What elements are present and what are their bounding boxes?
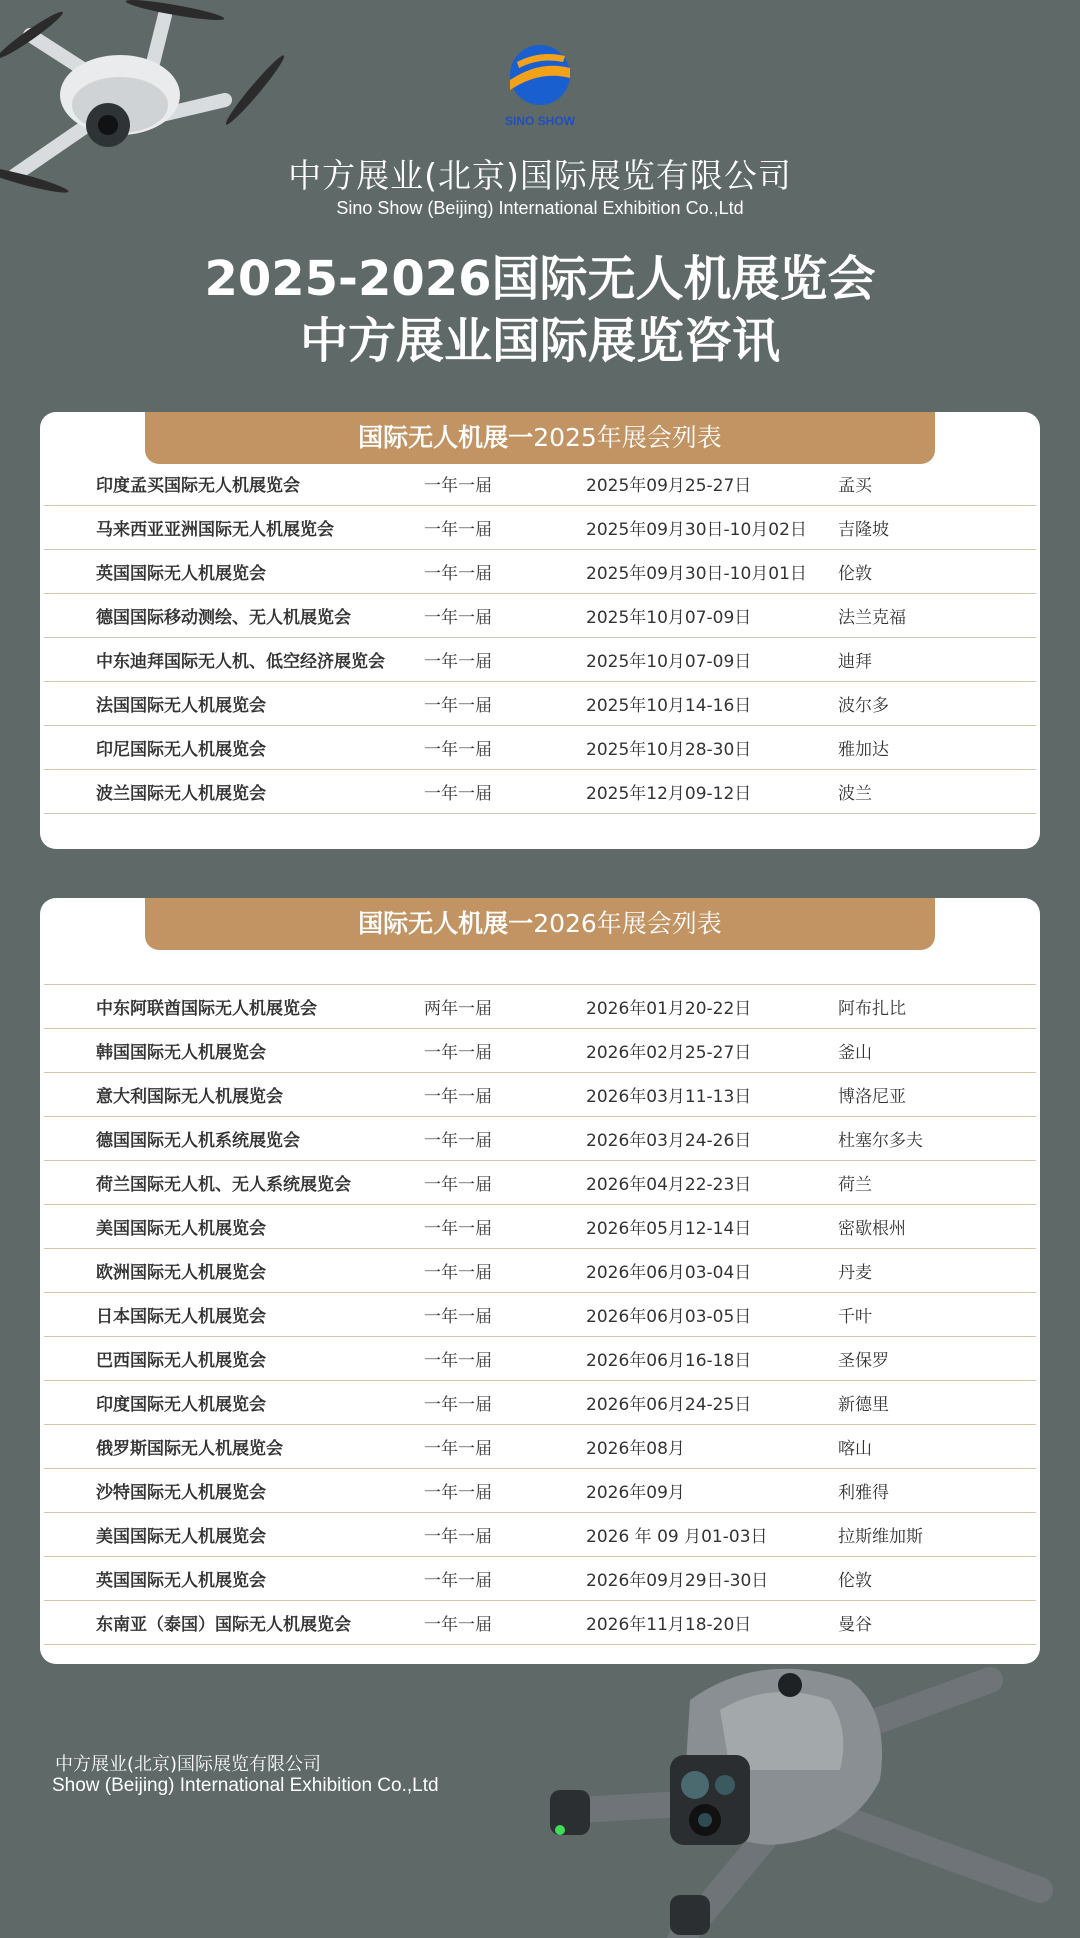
table-row xyxy=(44,1381,1036,1425)
exhibition-name: 韩国国际无人机展览会 xyxy=(96,1043,266,1063)
exhibition-frequency: 一年一届 xyxy=(424,1571,492,1591)
exhibition-name: 印尼国际无人机展览会 xyxy=(96,740,266,760)
exhibition-date: 2026年04月22-23日 xyxy=(586,1175,752,1195)
table-row xyxy=(44,770,1036,814)
exhibition-date: 2026年06月24-25日 xyxy=(586,1395,752,1415)
exhibition-name: 波兰国际无人机展览会 xyxy=(96,784,266,804)
section-header-bold: 国际无人机展一 xyxy=(358,423,534,452)
exhibition-date: 2026年11月18-20日 xyxy=(586,1615,752,1635)
exhibition-name: 意大利国际无人机展览会 xyxy=(96,1087,283,1107)
exhibition-name: 印度国际无人机展览会 xyxy=(96,1395,266,1415)
exhibition-frequency: 一年一届 xyxy=(424,784,492,804)
exhibition-date: 2026年05月12-14日 xyxy=(586,1219,752,1239)
exhibition-city: 孟买 xyxy=(838,476,872,496)
drone-bottom-image xyxy=(520,1640,1080,1938)
exhibition-city: 波尔多 xyxy=(838,696,889,716)
exhibition-name: 俄罗斯国际无人机展览会 xyxy=(96,1439,283,1459)
exhibition-frequency: 一年一届 xyxy=(424,520,492,540)
page-title-line2: 中方展业国际展览咨讯 xyxy=(299,313,780,369)
exhibition-name: 美国国际无人机展览会 xyxy=(96,1219,266,1239)
exhibition-name: 东南亚（泰国）国际无人机展览会 xyxy=(96,1615,351,1635)
exhibition-name: 中东阿联酋国际无人机展览会 xyxy=(96,999,317,1019)
exhibition-date: 2026年06月03-04日 xyxy=(586,1263,752,1283)
logo-text: SINO SHOW xyxy=(505,114,576,128)
globe-logo-icon xyxy=(507,42,573,108)
exhibition-name: 马来西亚亚洲国际无人机展览会 xyxy=(96,520,334,540)
exhibition-frequency: 一年一届 xyxy=(424,1043,492,1063)
exhibition-name: 德国国际移动测绘、无人机展览会 xyxy=(96,608,351,628)
exhibition-date: 2026 年 09 月01-03日 xyxy=(586,1527,768,1547)
exhibition-city: 伦敦 xyxy=(838,564,872,584)
exhibition-frequency: 一年一届 xyxy=(424,1219,492,1239)
exhibition-city: 荷兰 xyxy=(838,1175,872,1195)
exhibition-name: 美国国际无人机展览会 xyxy=(96,1527,266,1547)
rows-2025 xyxy=(44,462,1036,814)
sino-show-logo xyxy=(505,42,575,128)
exhibition-date: 2025年09月30日-10月01日 xyxy=(586,564,807,584)
exhibition-city: 丹麦 xyxy=(838,1263,872,1283)
table-row xyxy=(44,1029,1036,1073)
exhibition-name: 荷兰国际无人机、无人系统展览会 xyxy=(96,1175,351,1195)
exhibition-frequency: 一年一届 xyxy=(424,1615,492,1635)
exhibition-name: 英国国际无人机展览会 xyxy=(96,564,266,584)
exhibition-city: 利雅得 xyxy=(838,1483,889,1503)
exhibition-frequency: 一年一届 xyxy=(424,608,492,628)
exhibition-frequency: 一年一届 xyxy=(424,476,492,496)
exhibition-date: 2026年09月29日-30日 xyxy=(586,1571,769,1591)
exhibition-date: 2025年10月07-09日 xyxy=(586,652,752,672)
company-name-en: Sino Show (Beijing) International Exhibition Co.,Ltd xyxy=(336,198,744,218)
exhibition-city: 杜塞尔多夫 xyxy=(838,1131,923,1151)
section-header-2025 xyxy=(145,412,935,464)
company-name-cn: 中方展业(北京)国际展览有限公司 xyxy=(288,156,792,195)
table-row xyxy=(44,1337,1036,1381)
table-row xyxy=(44,594,1036,638)
exhibition-date: 2026年06月03-05日 xyxy=(586,1307,752,1327)
exhibition-name: 德国国际无人机系统展览会 xyxy=(96,1131,300,1151)
table-row xyxy=(44,985,1036,1029)
exhibition-city: 伦敦 xyxy=(838,1571,872,1591)
table-row xyxy=(44,638,1036,682)
exhibition-date: 2025年09月30日-10月02日 xyxy=(586,520,807,540)
exhibition-frequency: 一年一届 xyxy=(424,1351,492,1371)
exhibition-city: 法兰克福 xyxy=(838,608,906,628)
table-row xyxy=(44,506,1036,550)
exhibition-frequency: 一年一届 xyxy=(424,1131,492,1151)
table-row xyxy=(44,1073,1036,1117)
page-title-line1: 2025-2026国际无人机展览会 xyxy=(204,251,876,307)
table-row xyxy=(44,1601,1036,1645)
exhibition-name: 印度孟买国际无人机展览会 xyxy=(96,476,300,496)
exhibition-city: 雅加达 xyxy=(838,740,889,760)
exhibition-date: 2026年03月24-26日 xyxy=(586,1131,752,1151)
table-row xyxy=(44,1557,1036,1601)
exhibition-frequency: 一年一届 xyxy=(424,1087,492,1107)
table-row xyxy=(44,1425,1036,1469)
exhibition-city: 拉斯维加斯 xyxy=(838,1527,923,1547)
exhibition-name: 法国国际无人机展览会 xyxy=(96,696,266,716)
exhibition-date: 2025年10月07-09日 xyxy=(586,608,752,628)
exhibition-date: 2025年09月25-27日 xyxy=(586,476,752,496)
exhibition-name: 中东迪拜国际无人机、低空经济展览会 xyxy=(96,652,385,672)
exhibition-date: 2026年09月 xyxy=(586,1483,685,1503)
table-row xyxy=(44,550,1036,594)
section-header-bold: 国际无人机展一 xyxy=(358,909,534,938)
exhibition-city: 千叶 xyxy=(838,1307,872,1327)
exhibition-city: 迪拜 xyxy=(838,652,872,672)
exhibition-date: 2025年12月09-12日 xyxy=(586,784,752,804)
exhibition-frequency: 一年一届 xyxy=(424,1527,492,1547)
exhibition-city: 喀山 xyxy=(838,1439,872,1459)
table-row xyxy=(44,1117,1036,1161)
exhibition-name: 沙特国际无人机展览会 xyxy=(96,1483,266,1503)
rows-2026 xyxy=(44,984,1036,1645)
exhibition-city: 阿布扎比 xyxy=(838,999,906,1019)
exhibition-frequency: 一年一届 xyxy=(424,1175,492,1195)
exhibition-date: 2025年10月14-16日 xyxy=(586,696,752,716)
exhibition-list-2026 xyxy=(40,898,1040,1664)
exhibition-list-2025 xyxy=(40,412,1040,849)
exhibition-frequency: 一年一届 xyxy=(424,1483,492,1503)
section-header-2026 xyxy=(145,898,935,950)
exhibition-frequency: 一年一届 xyxy=(424,1263,492,1283)
table-row xyxy=(44,1205,1036,1249)
exhibition-name: 欧洲国际无人机展览会 xyxy=(96,1263,266,1283)
exhibition-city: 新德里 xyxy=(838,1395,889,1415)
exhibition-name: 日本国际无人机展览会 xyxy=(96,1307,266,1327)
exhibition-city: 圣保罗 xyxy=(838,1351,889,1371)
table-row xyxy=(44,1469,1036,1513)
exhibition-city: 吉隆坡 xyxy=(838,520,889,540)
table-row xyxy=(44,1161,1036,1205)
exhibition-frequency: 一年一届 xyxy=(424,696,492,716)
exhibition-date: 2026年08月 xyxy=(586,1439,685,1459)
exhibition-city: 密歇根州 xyxy=(838,1219,906,1239)
table-row xyxy=(44,1293,1036,1337)
table-row xyxy=(44,462,1036,506)
exhibition-frequency: 一年一届 xyxy=(424,564,492,584)
exhibition-frequency: 两年一届 xyxy=(424,999,492,1019)
exhibition-date: 2026年03月11-13日 xyxy=(586,1087,752,1107)
exhibition-name: 英国国际无人机展览会 xyxy=(96,1571,266,1591)
exhibition-frequency: 一年一届 xyxy=(424,652,492,672)
exhibition-city: 曼谷 xyxy=(838,1615,872,1635)
exhibition-date: 2026年01月20-22日 xyxy=(586,999,752,1019)
footer-company-cn: 中方展业(北京)国际展览有限公司 xyxy=(55,1754,322,1775)
exhibition-frequency: 一年一届 xyxy=(424,740,492,760)
exhibition-city: 波兰 xyxy=(838,784,872,804)
table-row xyxy=(44,726,1036,770)
section-header-rest: 2025年展会列表 xyxy=(533,423,722,452)
exhibition-date: 2026年02月25-27日 xyxy=(586,1043,752,1063)
exhibition-frequency: 一年一届 xyxy=(424,1307,492,1327)
footer-company-en: Show (Beijing) International Exhibition Co.,Ltd xyxy=(52,1775,439,1796)
exhibition-date: 2026年06月16-18日 xyxy=(586,1351,752,1371)
exhibition-city: 釜山 xyxy=(838,1043,872,1063)
section-header-rest: 2026年展会列表 xyxy=(533,909,722,938)
exhibition-city: 博洛尼亚 xyxy=(838,1087,906,1107)
exhibition-frequency: 一年一届 xyxy=(424,1395,492,1415)
exhibition-date: 2025年10月28-30日 xyxy=(586,740,752,760)
table-row xyxy=(44,1513,1036,1557)
table-row xyxy=(44,1249,1036,1293)
exhibition-frequency: 一年一届 xyxy=(424,1439,492,1459)
exhibition-name: 巴西国际无人机展览会 xyxy=(96,1351,266,1371)
table-row xyxy=(44,682,1036,726)
